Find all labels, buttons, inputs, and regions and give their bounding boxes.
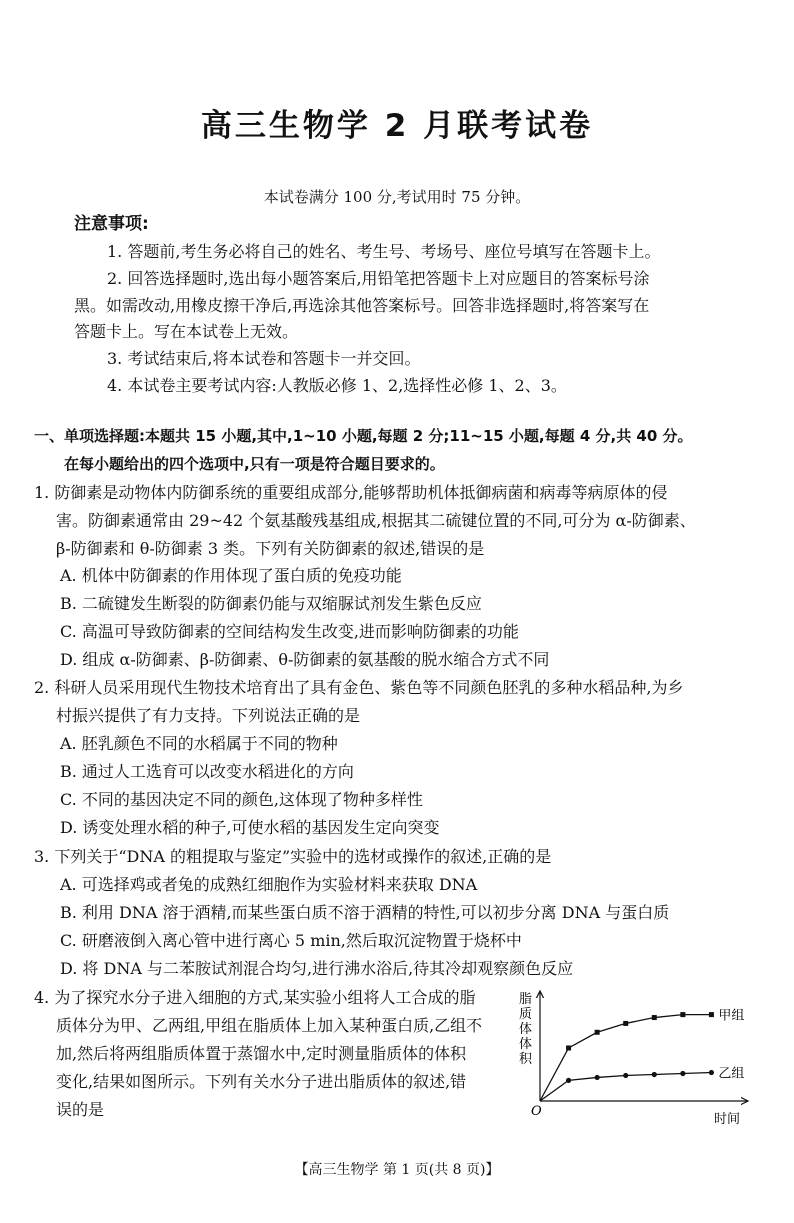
- y-axis-label-char: 体: [519, 1022, 533, 1037]
- question-4-stem: 4. 为了探究水分子进入细胞的方式,某实验小组将人工合成的脂: [34, 988, 476, 1007]
- section-instruction: 在每小题给出的四个选项中,只有一项是符合题目要求的。: [64, 455, 445, 473]
- question-1-stem: 1. 防御素是动物体内防御系统的重要组成部分,能够帮助机体抵御病菌和病毒等病原体的侵: [34, 483, 668, 502]
- question-1-option-c: C. 高温可导致防御素的空间结构发生改变,进而影响防御素的功能: [60, 622, 519, 641]
- question-1-option-d: D. 组成 α-防御素、β-防御素、θ-防御素的氨基酸的脱水缩合方式不同: [60, 650, 550, 669]
- question-2-option-a: A. 胚乳颜色不同的水稻属于不同的物种: [60, 734, 338, 753]
- y-axis-label-char: 积: [519, 1052, 533, 1067]
- question-4-stem: 质体分为甲、乙两组,甲组在脂质体上加入某种蛋白质,乙组不: [56, 1016, 483, 1035]
- page-title: 高三生物学 2 月联考试卷: [200, 108, 594, 144]
- note-line: 4. 本试卷主要考试内容:人教版必修 1、2,选择性必修 1、2、3。: [107, 376, 567, 395]
- note-line: 3. 考试结束后,将本试卷和答题卡一并交回。: [107, 349, 421, 368]
- origin-label: O: [531, 1104, 542, 1119]
- note-line: 2. 回答选择题时,选出每小题答案后,用铅笔把答题卡上对应题目的答案标号涂: [107, 269, 650, 288]
- series-jia-point: [623, 1021, 628, 1026]
- question-3-option-a: A. 可选择鸡或者兔的成熟红细胞作为实验材料来获取 DNA: [60, 875, 478, 894]
- question-2-option-c: C. 不同的基因决定不同的颜色,这体现了物种多样性: [60, 790, 423, 809]
- x-axis-label: 时间: [714, 1112, 741, 1125]
- question-3-option-d: D. 将 DNA 与二苯胺试剂混合均匀,进行沸水浴后,待其冷却观察颜色反应: [60, 959, 574, 978]
- question-3-stem: 3. 下列关于“DNA 的粗提取与鉴定”实验中的选材或操作的叙述,正确的是: [34, 847, 552, 866]
- question-4-stem: 变化,结果如图所示。下列有关水分子进出脂质体的叙述,错: [56, 1072, 467, 1091]
- question-1-option-b: B. 二硫键发生断裂的防御素仍能与双缩脲试剂发生紫色反应: [60, 594, 482, 613]
- question-1-option-a: A. 机体中防御素的作用体现了蛋白质的免疫功能: [60, 566, 402, 585]
- series-jia-line: [540, 1015, 711, 1101]
- series-jia-point: [595, 1030, 600, 1035]
- series-jia-point: [652, 1015, 657, 1020]
- series-yi-label: 乙组: [718, 1066, 745, 1082]
- series-yi-point: [595, 1075, 600, 1080]
- question-2-stem: 2. 科研人员采用现代生物技术培育出了具有金色、紫色等不同颜色胚乳的多种水稻品种,为乡: [34, 678, 684, 697]
- question-2-stem: 村振兴提供了有力支持。下列说法正确的是: [56, 706, 361, 725]
- series-yi-point: [680, 1071, 685, 1076]
- series-yi-point: [652, 1072, 657, 1077]
- series-yi-point: [623, 1073, 628, 1078]
- series-layer: [540, 1009, 744, 1101]
- question-1-stem: 害。防御素通常由 29~42 个氨基酸残基组成,根据其二硫键位置的不同,可分为 α-防御素、: [56, 511, 696, 530]
- liposome-volume-chart: [510, 985, 770, 1125]
- y-axis-label-char: 质: [519, 1007, 533, 1022]
- question-4-stem: 加,然后将两组脂质体置于蒸馏水中,定时测量脂质体的体积: [56, 1044, 467, 1063]
- series-jia-point: [680, 1012, 685, 1017]
- notes-heading: 注意事项:: [74, 214, 149, 234]
- series-yi-point: [709, 1070, 714, 1075]
- series-yi-point: [566, 1078, 571, 1083]
- question-2-option-d: D. 诱变处理水稻的种子,可使水稻的基因发生定向突变: [60, 818, 440, 837]
- question-3-option-c: C. 研磨液倒入离心管中进行离心 5 min,然后取沉淀物置于烧杯中: [60, 931, 522, 950]
- exam-info: 本试卷满分 100 分,考试用时 75 分钟。: [263, 188, 531, 206]
- section-heading: 一、单项选择题:本题共 15 小题,其中,1~10 小题,每题 2 分;11~15 小题,每题 4 分,共 40 分。: [34, 427, 693, 445]
- series-jia-label: 甲组: [718, 1008, 745, 1024]
- y-axis-label-char: 脂: [519, 992, 533, 1007]
- page-footer: 【高三生物学 第 1 页(共 8 页)】: [294, 1162, 500, 1178]
- y-axis-label-char: 体: [519, 1037, 533, 1052]
- note-line: 答题卡上。写在本试卷上无效。: [74, 322, 299, 341]
- question-2-option-b: B. 通过人工选育可以改变水稻进化的方向: [60, 762, 354, 781]
- question-3-option-b: B. 利用 DNA 溶于酒精,而某些蛋白质不溶于酒精的特性,可以初步分离 DNA 与蛋白质: [60, 903, 670, 922]
- note-line: 1. 答题前,考生务必将自己的姓名、考生号、考场号、座位号填写在答题卡上。: [107, 242, 661, 261]
- series-jia-point: [709, 1012, 714, 1017]
- question-1-stem: β-防御素和 θ-防御素 3 类。下列有关防御素的叙述,错误的是: [56, 539, 485, 558]
- question-4-stem: 误的是: [56, 1100, 105, 1119]
- note-line: 黑。如需改动,用橡皮擦干净后,再选涂其他答案标号。回答非选择题时,将答案写在: [74, 296, 650, 315]
- series-jia-point: [566, 1045, 571, 1050]
